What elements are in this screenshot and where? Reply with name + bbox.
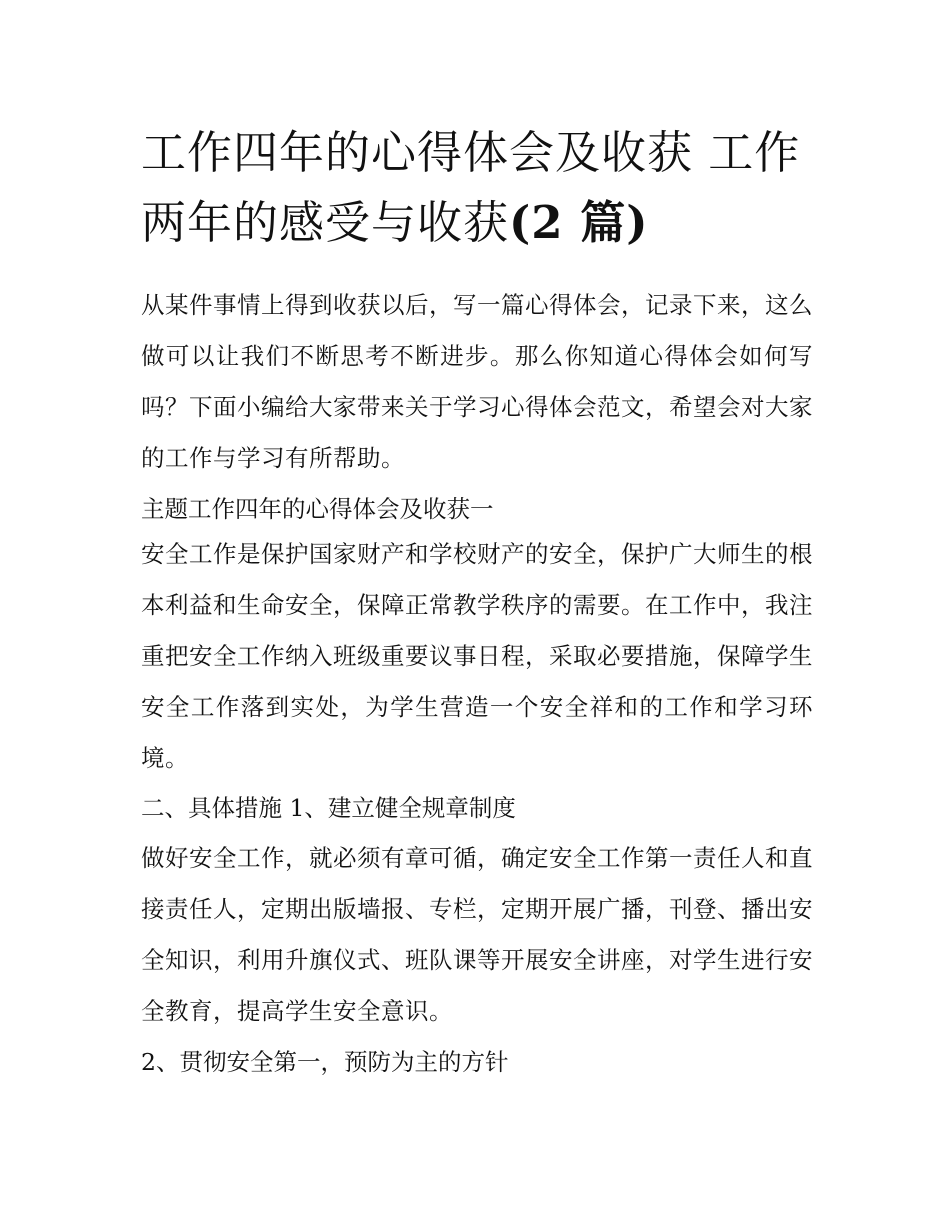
safety-intro-paragraph: 安全工作是保护国家财产和学校财产的安全，保护广大师生的根本利益和生命安全，保障正常教学秩序的需要。在工作中，我注重把安全工作纳入班级重要议事日程，采取必要措施，保障学生安全工作落到实处，为学生营造一个安全祥和的工作和学习环境。	[141, 540, 813, 772]
document-title-count: (2 篇)	[509, 196, 649, 249]
measures-paragraph: 做好安全工作，就必须有章可循，确定安全工作第一责任人和直接责任人，定期出版墙报、专栏，定期开展广播，刊登、播出安全知识，利用升旗仪式、班队课等开展安全讲座，对学生进行安全教育，提高学生安全意识。	[141, 844, 813, 1025]
document-title	[141, 118, 813, 258]
section-two-heading: 二、具体措施 1、建立健全规章制度	[141, 794, 516, 822]
point-two-heading: 2、贯彻安全第一，预防为主的方针	[141, 1048, 509, 1076]
topic-heading: 主题工作四年的心得体会及收获一	[141, 495, 494, 523]
document-title-main: 工作四年的心得体会及收获 工作两年的感受与收获	[141, 126, 801, 249]
intro-paragraph: 从某件事情上得到收获以后，写一篇心得体会，记录下来，这么做可以让我们不断思考不断进步。那么你知道心得体会如何写吗？下面小编给大家带来关于学习心得体会范文，希望会对大家的工作与学习有所帮助。	[141, 291, 813, 472]
